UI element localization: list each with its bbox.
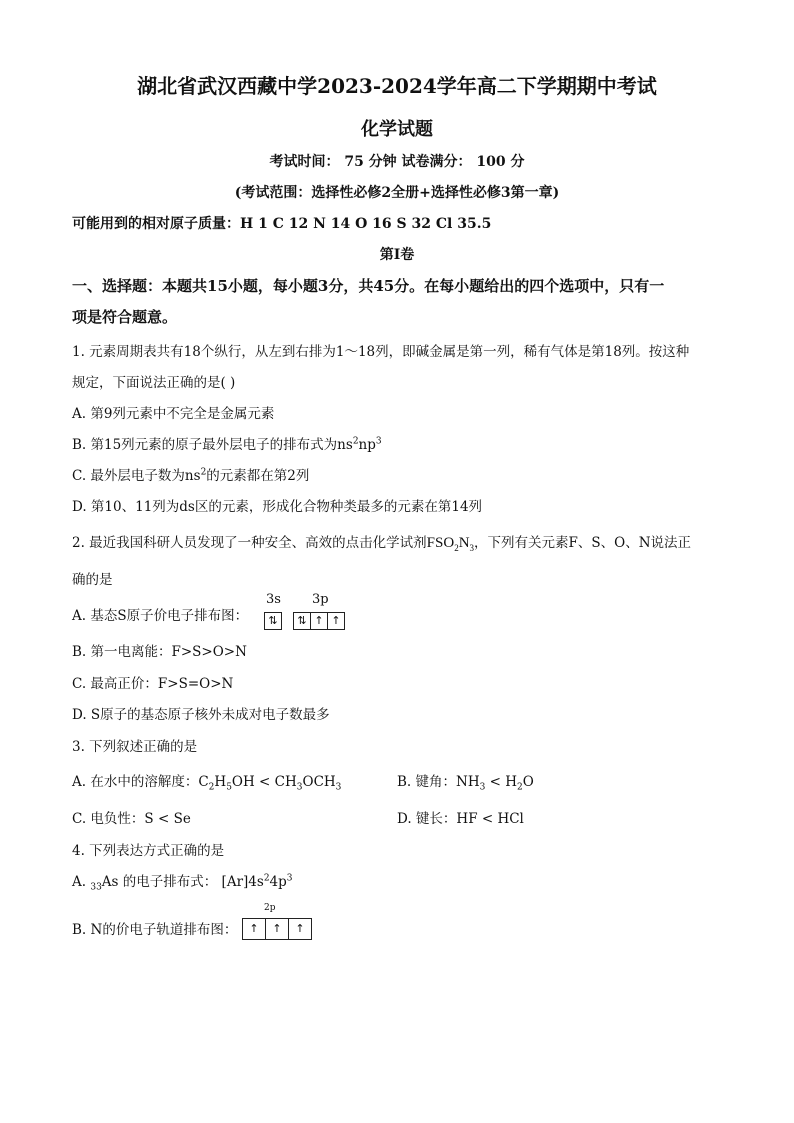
q1-option-b-mid: np <box>358 437 376 453</box>
q2-stem-line2: 确的是 <box>72 572 113 588</box>
orbital-box: ↑ <box>327 613 344 629</box>
q2-stem-text-post: ，下列有关元素F、S、O、N说法正 <box>474 535 692 551</box>
q1-option-c-sup: 2 <box>200 467 207 478</box>
orbital-box: ↑ <box>288 919 311 939</box>
q2-formula-sub1: 2 <box>454 543 459 553</box>
time-info: 考试时间： 75 分钟 试卷满分： 100 分 <box>269 154 525 170</box>
orbital-box: ⇅ <box>268 613 278 627</box>
q3-option-b-formula: $_3 < H_2O$ <box>479 774 534 793</box>
q4-option-a <box>72 870 293 893</box>
q1-stem-line2: 规定，下面说法正确的是( ) <box>72 375 236 391</box>
q1-option-a: A. 第9列元素中不完全是金属元素 <box>72 406 275 422</box>
exam-scope: (考试范围：选择性必修2全册+选择性必修3第一章) <box>234 185 560 201</box>
q3-option-c: C. 电负性：S < Se <box>72 811 191 827</box>
q1-option-b-sup2: 3 <box>375 436 382 447</box>
section-heading-line1: 一、选择题：本题共15小题，每小题3分，共45分。在每小题给出的四个选项中，只有一 <box>72 277 665 295</box>
q1-option-b-text: B. 第15列元素的原子最外层电子的排布式为ns <box>72 437 353 453</box>
q2-formula-part-b: N <box>458 535 470 551</box>
q3-stem: 3. 下列叙述正确的是 <box>72 739 198 755</box>
q2-formula <box>427 535 474 551</box>
q3-option-a-text: A. 在水中的溶解度：C <box>72 774 209 790</box>
q1-option-b <box>72 433 382 453</box>
orbital-diagram-3p <box>291 610 345 630</box>
q4-option-a-atomic-number: 33 <box>90 882 102 893</box>
orbital-box: ↑ <box>310 613 327 629</box>
orbital-label-2p: 2p <box>264 903 276 913</box>
q3-option-d: D. 键长：HF < HCl <box>397 811 524 827</box>
q4-option-b: B. N的价电子轨道排布图： <box>72 922 238 938</box>
q2-option-a: A. 基态S原子价电子排布图： <box>72 608 249 624</box>
orbital-label-3s: 3s <box>266 592 281 607</box>
orbital-diagram-3s <box>262 610 282 630</box>
q3-option-a-formula: $_2H_5OH < CH_3OCH_3$ <box>208 774 342 793</box>
orbital-box-group-3p <box>293 612 345 630</box>
q4-option-a-config: As 的电子排布式： [Ar]4s <box>101 874 264 890</box>
q1-option-c <box>72 464 309 484</box>
exam-title: 湖北省武汉西藏中学2023-2024学年高二下学期期中考试 <box>137 74 657 98</box>
q2-option-b: B. 第一电离能：F>S>O>N <box>72 644 247 660</box>
section-heading-line2: 项是符合题意。 <box>72 308 178 326</box>
q4-option-a-text: A. <box>72 874 91 890</box>
q2-stem-line1 <box>72 531 691 553</box>
orbital-box: ↑ <box>249 922 259 935</box>
q4-stem: 4. 下列表达方式正确的是 <box>72 843 225 859</box>
q2-stem-text: 2. 最近我国科研人员发现了一种安全、高效的点击化学试剂 <box>72 535 427 551</box>
orbital-box: ⇅ <box>297 613 307 627</box>
q3-option-b <box>397 770 534 793</box>
q4-option-a-sup2: 3 <box>286 873 293 884</box>
orbital-box-group-3s <box>264 612 282 630</box>
orbital-diagram-2p <box>242 918 312 940</box>
q4-option-a-config2: 4p <box>269 874 287 890</box>
q2-formula-part-a: FSO <box>426 535 455 551</box>
q1-option-c-text: C. 最外层电子数为ns <box>72 468 201 484</box>
q2-option-c: C. 最高正价：F>S=O>N <box>72 676 234 692</box>
q2-formula-sub2: 3 <box>469 543 475 553</box>
atomic-mass-info: 可能用到的相对原子质量：H 1 C 12 N 14 O 16 S 32 Cl 35.5 <box>72 216 492 232</box>
volume-label: 第Ⅰ卷 <box>379 247 415 263</box>
orbital-box: ↑ <box>265 919 288 939</box>
q1-option-b-sup1: 2 <box>352 436 359 447</box>
q4-option-a-sup1: 2 <box>263 873 270 884</box>
orbital-box-group-2p <box>242 918 312 940</box>
orbital-label-3p: 3p <box>312 592 329 607</box>
q2-option-d: D. S原子的基态原子核外未成对电子数最多 <box>72 707 330 723</box>
q1-option-c-post: 的元素都在第2列 <box>206 468 310 484</box>
q3-option-a <box>72 770 341 793</box>
subject-title: 化学试题 <box>361 119 433 140</box>
q1-option-d: D. 第10、11列为ds区的元素，形成化合物种类最多的元素在第14列 <box>72 499 483 515</box>
q1-stem-line1: 1. 元素周期表共有18个纵行，从左到右排为1～18列，即碱金属是第一列，稀有气体是第18列。按这种 <box>72 344 690 360</box>
q3-option-b-text: B. 键角：NH <box>397 774 480 790</box>
